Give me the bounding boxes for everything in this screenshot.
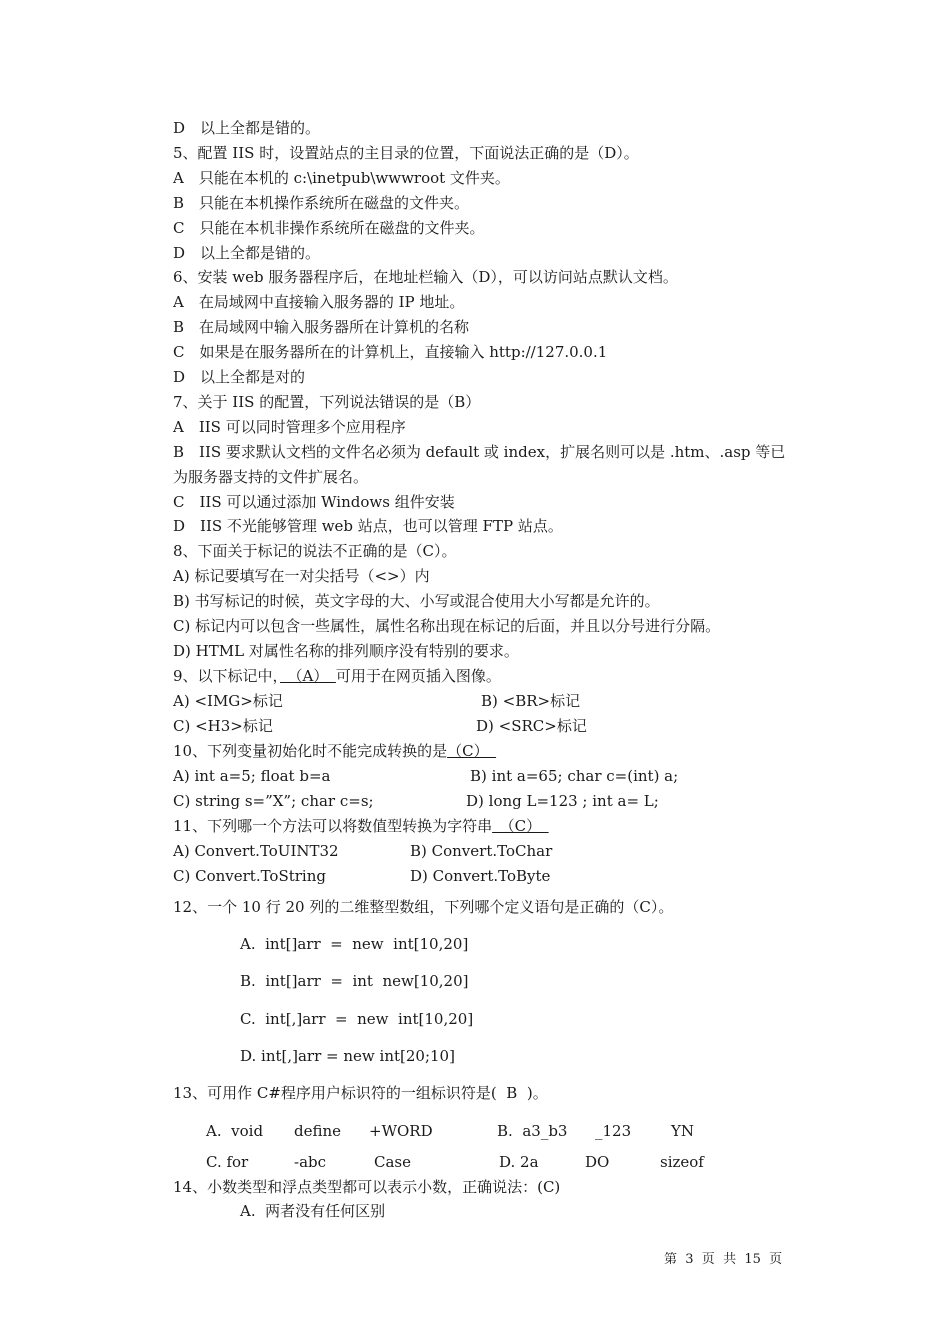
- text-line: C 如果是在服务器所在的计算机上，直接输入 http://127.0.0.1: [173, 343, 608, 361]
- question-10: [173, 741, 496, 761]
- q11-option-a: A) Convert.ToUINT32: [173, 842, 339, 860]
- q14-option-a: A. 两者没有任何区别: [240, 1202, 386, 1220]
- q10-option-c: C) string s=”X”; char c=s;: [173, 792, 374, 810]
- q9-answer-blank: （A）: [280, 667, 336, 685]
- q10-option-b: B) int a=65; char c=(int) a;: [470, 767, 679, 785]
- q13-option-d-3: sizeof: [660, 1153, 704, 1171]
- q9-suffix: 可用于在网页插入图像。: [335, 667, 501, 685]
- question-9: [173, 666, 501, 686]
- q12-option-b: B. int[]arr = int new[10,20]: [240, 972, 469, 990]
- text-line: B IIS 要求默认文档的文件名必须为 default 或 index，扩展名则可以是 .htm、.asp 等已: [173, 443, 786, 461]
- q11-option-d: D) Convert.ToByte: [410, 867, 551, 885]
- text-line: A) 标记要填写在一对尖括号（<>）内: [173, 567, 430, 585]
- q10-option-a: A) int a=5; float b=a: [173, 767, 331, 785]
- q9-option-a: A) <IMG>标记: [173, 692, 283, 710]
- text-line: D) HTML 对属性名称的排列顺序没有特别的要求。: [173, 642, 519, 660]
- q13-option-d: D. 2a: [499, 1153, 539, 1171]
- q10-prefix: 10、下列变量初始化时不能完成转换的是: [173, 742, 448, 760]
- q10-answer-blank: （C）: [447, 742, 497, 760]
- q13-option-a: A. void: [206, 1122, 264, 1140]
- text-line: D IIS 不光能够管理 web 站点，也可以管理 FTP 站点。: [173, 517, 563, 535]
- q9-option-c: C) <H3>标记: [173, 717, 273, 735]
- q11-option-c: C) Convert.ToString: [173, 867, 326, 885]
- q13-option-a-2: define: [294, 1122, 342, 1140]
- text-line: 6、安装 web 服务器程序后，在地址栏输入（D），可以访问站点默认文档。: [173, 268, 678, 286]
- q10-option-d: D) long L=123 ; int a= L;: [466, 792, 659, 810]
- q12-option-a: A. int[]arr = new int[10,20]: [240, 935, 469, 953]
- page-footer: 第 3 页 共 15 页: [664, 1252, 783, 1267]
- text-line: B 只能在本机操作系统所在磁盘的文件夹。: [173, 194, 470, 212]
- question-13: 13、可用作 C#程序用户标识符的一组标识符是( B )。: [173, 1084, 548, 1102]
- q11-answer-blank: （C）: [492, 817, 549, 835]
- text-line: C IIS 可以通过添加 Windows 组件安装: [173, 493, 455, 511]
- q13-option-d-2: DO: [585, 1153, 610, 1171]
- q13-option-b: B. a3_b3: [497, 1122, 568, 1140]
- q11-prefix: 11、下列哪一个方法可以将数值型转换为字符串: [173, 817, 493, 835]
- question-12: 12、一个 10 行 20 列的二维整型数组，下列哪个定义语句是正确的（C）。: [173, 898, 674, 916]
- q13-option-b-2: _123: [595, 1122, 632, 1140]
- text-line: 8、下面关于标记的说法不正确的是（C）。: [173, 542, 457, 560]
- text-line: D 以上全都是错的。: [173, 244, 321, 262]
- q13-option-c: C. for: [206, 1153, 249, 1171]
- text-line: C 只能在本机非操作系统所在磁盘的文件夹。: [173, 219, 485, 237]
- text-line: 5、配置 IIS 时，设置站点的主目录的位置，下面说法正确的是（D）。: [173, 144, 639, 162]
- text-line: 7、关于 IIS 的配置，下列说法错误的是（B）: [173, 393, 481, 411]
- q11-option-b: B) Convert.ToChar: [410, 842, 553, 860]
- q12-option-c: C. int[,]arr = new int[10,20]: [240, 1010, 474, 1028]
- q13-option-b-3: YN: [671, 1122, 695, 1140]
- q13-option-c-2: -abc: [294, 1153, 327, 1171]
- text-line: A 在局域网中直接输入服务器的 IP 地址。: [173, 293, 465, 311]
- q9-option-b: B) <BR>标记: [481, 692, 581, 710]
- text-line: C) 标记内可以包含一些属性，属性名称出现在标记的后面，并且以分号进行分隔。: [173, 617, 721, 635]
- q9-prefix: 9、以下标记中，: [173, 667, 281, 685]
- text-line: D 以上全都是错的。: [173, 119, 321, 137]
- text-line: 为服务器支持的文件扩展名。: [173, 468, 369, 486]
- text-line: A 只能在本机的 c:\inetpub\wwwroot 文件夹。: [173, 169, 510, 187]
- question-11: [173, 816, 549, 836]
- text-line: B) 书写标记的时候，英文字母的大、小写或混合使用大小写都是允许的。: [173, 592, 660, 610]
- q13-option-a-3: +WORD: [369, 1122, 433, 1140]
- text-line: B 在局域网中输入服务器所在计算机的名称: [173, 318, 470, 336]
- q9-option-d: D) <SRC>标记: [476, 717, 587, 735]
- q13-option-c-3: Case: [374, 1153, 411, 1171]
- text-line: A IIS 可以同时管理多个应用程序: [173, 418, 406, 436]
- q12-option-d: D. int[,]arr = new int[20;10]: [240, 1047, 455, 1065]
- text-line: D 以上全都是对的: [173, 368, 306, 386]
- question-14: 14、小数类型和浮点类型都可以表示小数，正确说法：(C): [173, 1178, 561, 1196]
